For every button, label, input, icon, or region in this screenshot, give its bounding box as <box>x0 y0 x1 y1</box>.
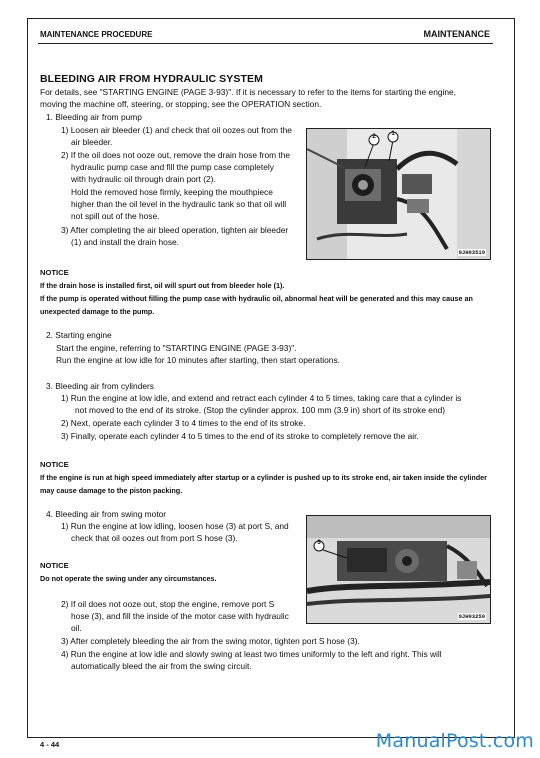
step3-sub1-line1: 1) Run the engine at low idle, and extend and retract each cylinder 4 to 5 times, taking care that a cylinder is <box>61 393 462 403</box>
notice2-heading: NOTICE <box>40 460 69 469</box>
swing-motor-figure <box>306 515 491 624</box>
step4-sub2-line2: hose (3), and fill the inside of the motor case with hydraulic <box>71 611 289 621</box>
swing-motor-illustration <box>307 516 490 623</box>
step4-sub3: 3) After completely bleeding the air from the swing motor, tighten port S hose (3). <box>61 636 360 646</box>
step1-heading: 1. Bleeding air from pump <box>46 112 142 122</box>
notice3-heading: NOTICE <box>40 561 69 570</box>
step4-sub1-line1: 1) Run the engine at low idling, loosen hose (3) at port S, and <box>61 521 289 531</box>
intro-line-2: moving the machine off, steering, or stopping, see the OPERATION section. <box>40 99 322 109</box>
notice2-line-1: If the engine is run at high speed immediately after startup or a cylinder is pushed up to its stroke end, air taken inside the cylinder <box>40 473 487 482</box>
callout-2: 2 <box>372 133 376 140</box>
notice1-line-2: If the pump is operated without filling the pump case with hydraulic oil, abnormal heat will be generated and this may cause an <box>40 294 473 303</box>
section-title: BLEEDING AIR FROM HYDRAULIC SYSTEM <box>40 73 263 85</box>
step4-sub2-line1: 2) If oil does not ooze out, stop the engine, remove port S <box>61 599 275 609</box>
step1-sub2-line3: with hydraulic oil through drain port (2). <box>71 174 216 184</box>
pump-illustration <box>307 129 490 259</box>
step4-sub1-line2: check that oil oozes out from port S hose (3). <box>71 533 238 543</box>
step3-sub1-line2: not moved to the end of its stroke. (Stop the cylinder approx. 100 mm (3.9 in) short of its stroke end) <box>75 405 446 415</box>
step3-sub3: 3) Finally, operate each cylinder 4 to 5 times to the end of its stroke to completely remove the air. <box>61 431 419 441</box>
notice1-heading: NOTICE <box>40 268 69 277</box>
step4-sub2-line3: oil. <box>71 623 82 633</box>
callout-3: 3 <box>317 539 321 546</box>
step2-heading: 2. Starting engine <box>46 330 112 340</box>
step2-line-1: Start the engine, referring to "STARTING ENGINE (PAGE 3-93)". <box>56 343 297 353</box>
step1-sub2-line5: higher than the oil level in the hydraulic tank so that oil will <box>71 199 287 209</box>
notice1-line-1: If the drain hose is installed first, oil will spurt out from bleeder hole (1). <box>40 281 285 290</box>
step1-sub2-line1: 2) If the oil does not ooze out, remove the drain hose from the <box>61 150 291 160</box>
notice2-line-2: may cause damage to the piston packing. <box>40 486 183 495</box>
step4-sub4-line2: automatically bleed the air from the swing circuit. <box>71 661 252 671</box>
header-section-label: MAINTENANCE PROCEDURE <box>40 30 153 39</box>
step1-sub3-line1: 3) After completing the air bleed operation, tighten air bleeder <box>61 225 289 235</box>
header-rule <box>38 43 493 44</box>
step3-heading: 3. Bleeding air from cylinders <box>46 381 154 391</box>
step1-sub2-line2: hydraulic pump case and fill the pump case completely <box>71 162 274 172</box>
step1-sub2-line6: not spill out of the hose. <box>71 211 160 221</box>
step1-sub2-line4: Hold the removed hose firmly, keeping the mouthpiece <box>71 187 273 197</box>
pump-figure <box>306 128 491 260</box>
notice3-line-1: Do not operate the swing under any circumstances. <box>40 574 217 583</box>
step3-sub2: 2) Next, operate each cylinder 3 to 4 times to the end of its stroke. <box>61 418 306 428</box>
page-number: 4 - 44 <box>40 740 60 749</box>
step1-sub1-line1: 1) Loosen air bleeder (1) and check that oil oozes out from the <box>61 125 292 135</box>
callout-1: 1 <box>391 130 395 137</box>
pump-figure-code: 9JH03519 <box>458 249 485 256</box>
step4-heading: 4. Bleeding air from swing motor <box>46 509 167 519</box>
intro-line-1: For details, see "STARTING ENGINE (PAGE 3-93)". If it is necessary to refer to the items for starting the engine, <box>40 87 457 97</box>
step1-sub1-line2: air bleeder. <box>71 137 113 147</box>
swing-figure-code: 9JH03250 <box>458 613 485 620</box>
notice1-line-3: unexpected damage to the pump. <box>40 307 155 316</box>
step1-sub3-line2: (1) and install the drain hose. <box>71 237 180 247</box>
step2-line-2: Run the engine at low idle for 10 minutes after starting, then start operations. <box>56 355 340 365</box>
header-chapter-label: MAINTENANCE <box>423 29 490 39</box>
step4-sub4-line1: 4) Run the engine at low idle and slowly swing at least two times uniformly to the left and right. This will <box>61 649 442 659</box>
watermark-text: ManualPost.com <box>375 730 534 752</box>
